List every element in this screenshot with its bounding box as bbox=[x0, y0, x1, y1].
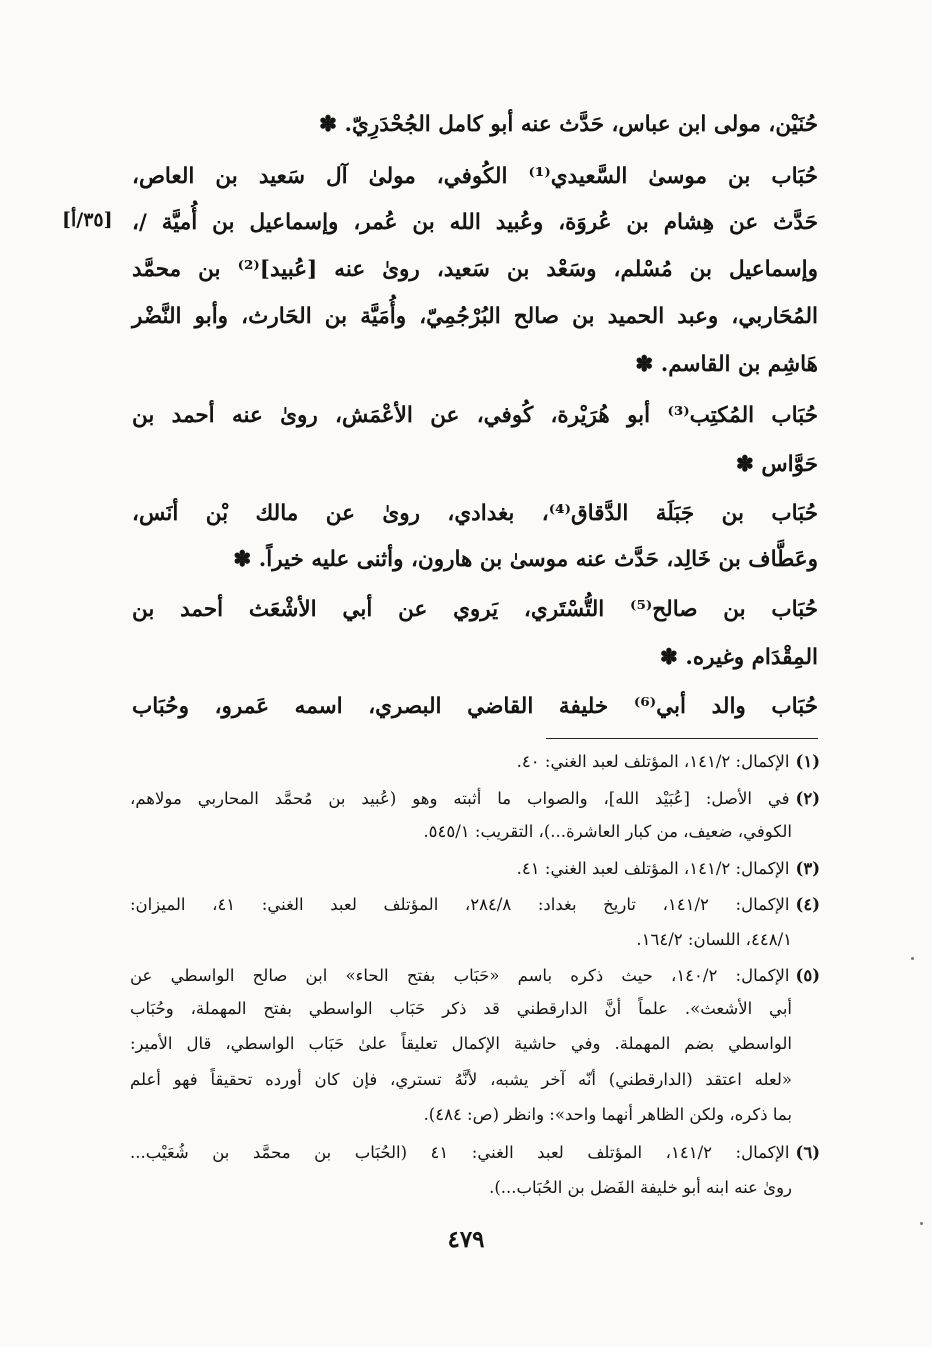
footnote-5: (٥)الإكمال: ١٤٠/٢، حيث ذكره باسم «حَبَاب بفتح الحاء» ابن صالح الواسطي عن bbox=[130, 966, 820, 985]
manuscript-folio-marker: [٣٥/أ] bbox=[62, 209, 113, 231]
body-line: حُبَاب بن صالح⁽⁵⁾ التُّسْتَري، يَروي عن أبي الأشْعَث أحمد بن bbox=[132, 597, 818, 622]
body-line: حُنَيْن، مولى ابن عباس، حَدَّث عنه أبو كامل الجُحْدَرِيّ. ✽ bbox=[319, 112, 818, 137]
footnote-5-cont: الواسطي بضم المهملة. وفي حاشية الإكمال تعليقاً علىٰ حَبَاب الواسطي، قال الأمير: bbox=[130, 1034, 792, 1053]
body-line: وعَطَّاف بن خَالِد، حَدَّث عنه موسىٰ بن هارون، وأثنى عليه خيراً. ✽ bbox=[233, 547, 818, 572]
scan-speck bbox=[911, 957, 914, 960]
body-line: حَوَّاس ✽ bbox=[735, 452, 818, 477]
body-line: حُبَاب والد أبي⁽⁶⁾ خليفة القاضي البصري، اسمه عَمرو، وحُبَاب bbox=[132, 694, 818, 719]
scan-speck bbox=[920, 1222, 923, 1225]
footnote-4-cont: ٤٤٨/١، اللسان: ١٦٤/٢. bbox=[636, 930, 792, 949]
footnote-6-cont: روىٰ عنه ابنه أبو خليفة الفَضل بن الحُبَاب...). bbox=[489, 1178, 792, 1197]
body-line: حُبَاب بن جَبَلَة الدَّقاق⁽⁴⁾، بغدادي، روىٰ عن مالك بْن أنَس، bbox=[132, 501, 818, 526]
page-number: ٤٧٩ bbox=[447, 1226, 485, 1253]
footnote-2: (٢)في الأصل: [عُبَيْد الله]، والصواب ما أثبته وهو (عُبيد بن مُحمَّد المحاربي مولاهم، bbox=[130, 789, 820, 808]
footnote-3: (٣)الإكمال: ١٤١/٢، المؤتلف لعبد الغني: ٤١. bbox=[516, 859, 820, 878]
footnote-5-cont: بما ذكره، ولكن الظاهر أنهما واحد»: وانظر (ص: ٤٨٤). bbox=[423, 1105, 792, 1124]
footnote-1: (١)الإكمال: ١٤١/٢، المؤتلف لعبد الغني: ٤٠. bbox=[516, 752, 820, 771]
footnote-5-cont: أبي الأشعث». علماً أنَّ الدارقطني قد ذكر حَبَاب الواسطي بفتح المهملة، وحُبَاب bbox=[130, 999, 792, 1018]
body-line: المُحَاربي، وعبد الحميد بن صالح البُرْجُمِيّ، وأُمَيَّة بن الحَارث، وأبو النَّضْر bbox=[132, 304, 818, 329]
footnote-4: (٤)الإكمال: ١٤١/٢، تاريخ بغداد: ٢٨٤/٨، المؤتلف لعبد الغني: ٤١، الميزان: bbox=[130, 895, 820, 914]
body-line: حَدَّث عن هِشام بن عُروَة، وعُبيد الله بن عُمر، وإسماعيل بن أُميَّة /، bbox=[132, 210, 818, 235]
footnote-5-cont: «لعله اعتقد (الدارقطني) أنّه آخر يشبه، لأنَّهُ تستري، فإن كان أورده تحقيقاً فهو أعلم bbox=[130, 1070, 792, 1089]
footnote-2-cont: الكوفي، ضعيف، من كبار العاشرة...)، التقريب: ٥٤٥/١. bbox=[423, 822, 792, 841]
body-line: المِقْدَام وغيره. ✽ bbox=[659, 645, 818, 670]
body-line: حُبَاب المُكتِب⁽³⁾ أبو هُرَيْرة، كُوفي، عن الأعْمَش، روىٰ عنه أحمد بن bbox=[132, 403, 818, 428]
body-line: هَاشِم بن القاسم. ✽ bbox=[635, 352, 818, 377]
footnote-6: (٦)الإكمال: ١٤١/٢، المؤتلف لعبد الغني: ٤١ (الحُبَاب بن محمَّد بن شُعَيْب... bbox=[130, 1143, 820, 1162]
footnote-separator bbox=[546, 738, 818, 739]
body-line: حُبَاب بن موسىٰ السَّعيدي⁽¹⁾ الكُوفي، مولىٰ آل سَعيد بن العاص، bbox=[132, 164, 818, 189]
body-line: وإسماعيل بن مُسْلم، وسَعْد بن سَعيد، روىٰ عنه [عُبيد]⁽²⁾ بن محمَّد bbox=[132, 257, 818, 282]
